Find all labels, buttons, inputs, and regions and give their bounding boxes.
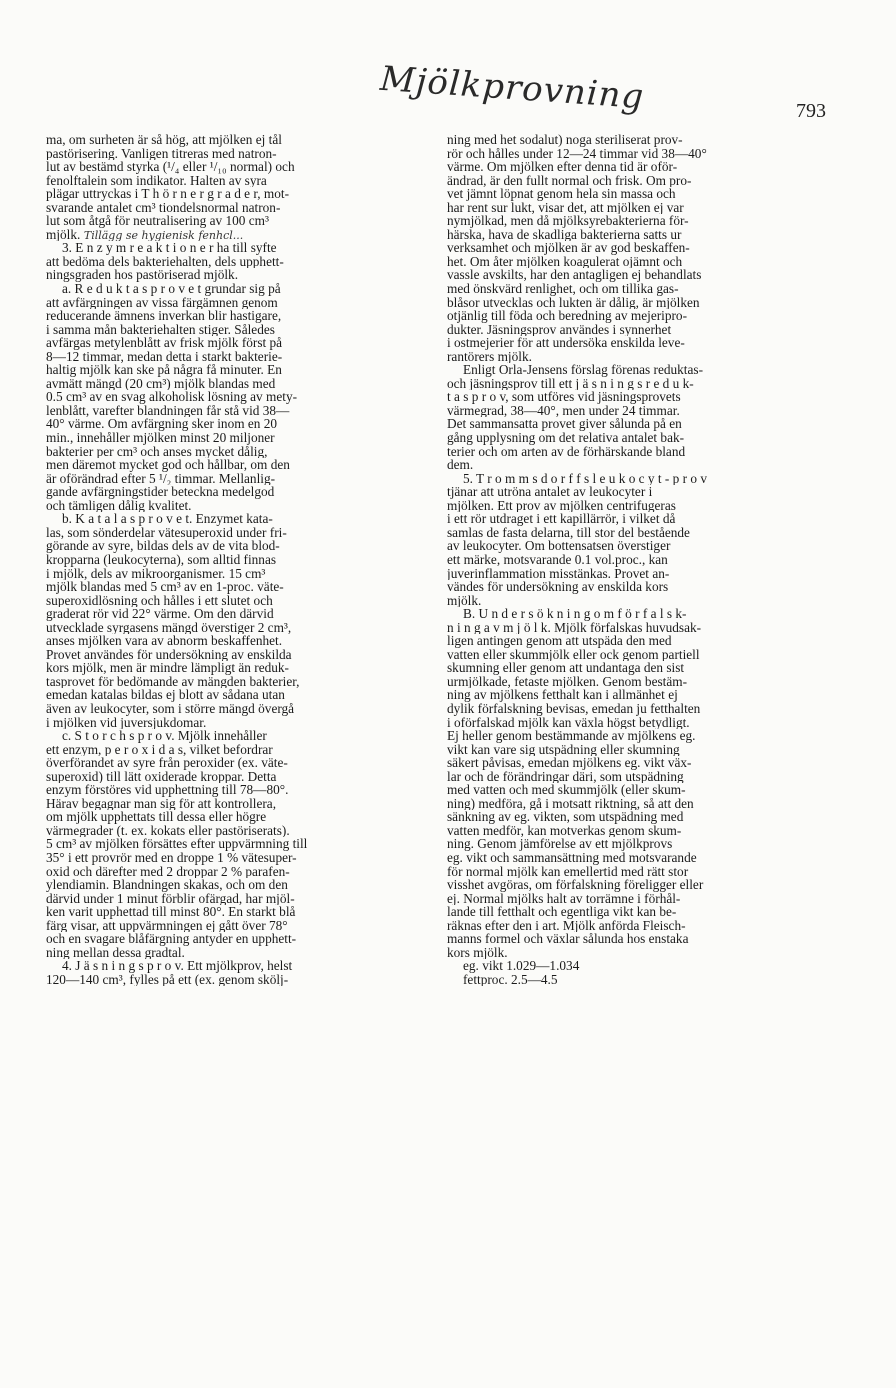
text-line-content: vassle avskilts, har den antagligen ej behandlats [447,268,702,283]
handwritten-annotation: Tillägg se hygienisk fenhcl... [80,228,244,242]
text-line [46,824,446,838]
text-line [447,756,847,770]
text-line-content: oxid och därefter med 2 droppar 2 % parafen- [46,864,290,879]
text-line [46,661,446,675]
text-line [46,241,446,255]
text-line-content: 4. J ä s n i n g s p r o v. Ett mjölkprov, helst [62,959,293,973]
text-line-content: emedan katalas bildas ej blott av sådana utan [46,688,285,702]
text-line-content: plägar uttryckas i T h ö r n e r g r a d e r, mot- [46,187,290,201]
text-line-content: dukter. Jäsningsprov användes i synnerhet [447,322,672,337]
text-line [447,336,847,350]
text-line-content: ning av mjölkens fetthalt kan i allmänhet ej [447,688,678,702]
text-line-content: svarande antalet cm³ tiondelsnormal natron- [46,200,281,215]
text-line [46,350,446,364]
text-line-content: att avfärgningen av vissa färgämnen genom [46,295,278,310]
text-line-content: eg. vikt 1.029—1.034 [463,959,580,973]
text-line [447,268,847,282]
text-line [447,228,847,242]
text-line-content: lande till fetthalt och egentliga vikt kan be- [447,905,677,919]
text-line-content: 5 cm³ av mjölken försättes efter uppvärmning till [46,837,308,851]
text-line-content: t a s p r o v, som utföres vid jäsningsprovets [447,390,681,404]
text-line-content: mjölken. Ett prov av mjölken centrifugeras [447,498,676,513]
text-line [447,824,847,838]
text-line-content: rantörers mjölk. [447,349,532,364]
text-line [46,607,446,621]
text-line-content: men däremot mycket god och hållbar, om den [46,458,290,472]
text-line [447,634,847,648]
text-line [46,553,446,567]
text-line-content: färg visar, att uppvärmningen ej gått över 78° [46,918,288,933]
text-line-content: bakterier per cm³ och anses mycket dålig, [46,444,268,459]
text-line-content: 40° värme. Om avfärgning sker inom en 20 [46,417,278,432]
text-line [447,404,847,418]
text-line [46,539,446,553]
text-line [46,688,446,702]
text-line-content: räknas efter den i art. Mjölk anförda Fleisch- [447,918,686,933]
text-line [46,837,446,851]
text-line [46,187,446,201]
text-line-content: kropparna (leukocyterna), som alltid finnas [46,552,277,567]
text-line [447,607,847,621]
text-line-content: c. S t o r c h s p r o v. Mjölk innehåller [62,729,267,743]
text-line [46,174,446,188]
text-line [447,797,847,811]
text-line [447,255,847,269]
text-line [46,770,446,784]
text-line-content: ändrad, är den fullt normal och frisk. Om pro- [447,173,692,188]
text-line-content: superoxidlösning och hålles i ett slutet och [46,593,273,608]
text-line-content: vatten eller skummjölk eller ock genom partiell [447,647,700,662]
text-line [447,973,847,987]
text-line-content: värmegrad, 38—40°, men under 24 timmar. [447,403,680,418]
text-line [447,567,847,581]
text-line [46,783,446,797]
text-line-content: säkert påvisas, emedan mjölkens eg. vikt väx- [447,756,692,770]
text-line [447,553,847,567]
text-line-content: utvecklade syrgasens mängd överstiger 2 cm³, [46,620,292,635]
text-line-content: ylendiamin. Blandningen skakas, och om den [46,878,288,892]
text-line-content: att bedöma dels bakteriehalten, dels upphett- [46,254,284,269]
text-line-content: mjölk. [46,227,81,242]
text-line-content: dylik förfalskning bevisas, emedan ju fetthalten [447,701,701,716]
text-line-content: i mjölk, dels av mikroorganismer. 15 cm³ [46,566,266,581]
text-line [447,539,847,553]
text-line [46,526,446,540]
text-line [447,675,847,689]
text-line [447,580,847,594]
text-line-content: ning) medföra, gå i motsatt riktning, så att den [447,796,694,811]
text-line-content: härska, hava de skadliga bakterierna satts ur [447,227,682,242]
text-line [46,946,446,960]
text-line-content: mjölk blandas med 5 cm³ av en 1-proc. väte- [46,580,284,594]
text-line [447,851,847,865]
text-line-content: superoxid) till lätt oxiderade kroppar. Detta [46,769,277,784]
text-line [447,865,847,879]
text-line [46,621,446,635]
text-line-content: ning. Genom jämförelse av ett mjölkprovs [447,837,673,851]
text-line-content: 120—140 cm³, fylles på ett (ex. genom skölj- [46,972,289,987]
text-line [46,228,446,242]
text-line [46,336,446,350]
text-line-content: samlas de fasta delarna, till stor del bestående [447,525,690,540]
text-line-content: haltig mjölk kan ske på några få minuter. En [46,363,282,377]
text-line-content: även av leukocyter, som i större mängd övergå [46,701,295,716]
text-line [46,512,446,526]
text-line [46,499,446,513]
text-line-content: vatten medför, kan motverkas genom skum- [447,823,682,838]
text-line-content: i mjölken vid juversjukdomar. [46,715,207,730]
text-line [447,512,847,526]
text-line [447,783,847,797]
text-line [46,716,446,730]
text-line-content: lar och de förändringar däri, som utspädning [447,769,684,784]
text-line-content: avfärgas metylenblått av frisk mjölk först på [46,336,283,350]
text-line [46,323,446,337]
text-line [447,770,847,784]
text-line [447,431,847,445]
text-line-content: Provet användes för undersökning av enskilda [46,647,292,662]
text-line [447,323,847,337]
text-line [447,377,847,391]
text-line [447,702,847,716]
text-line-content: fettproc. 2.5—4.5 [463,972,558,987]
text-line [447,187,847,201]
text-line-content: ett enzym, p e r o x i d a s, vilket befordrar [46,742,273,757]
text-line-content: i samma mån bakteriehalten stiger. Således [46,322,275,337]
text-line [46,634,446,648]
text-line [46,851,446,865]
text-line-content: i ett rör utdraget i ett kapillärrör, i vilket då [447,512,676,526]
text-line [447,959,847,973]
text-line-content: blåsor utvecklas och lukten är dålig, är mjölken [447,295,700,310]
text-line [46,729,446,743]
text-line-content: n i n g a v m j ö l k. Mjölk förfalskas huvudsak- [447,620,702,635]
text-line-content: min., innehåller mjölken minst 20 miljoner [46,431,275,445]
text-line-content: vet jämnt löpnat genom hela sin massa och [447,187,676,201]
text-line [447,526,847,540]
text-line-content: ningsgraden hos pastöriserad mjölk. [46,268,239,283]
text-line-content: manns formel och växlar sålunda hos enstaka [447,932,689,946]
text-line-content: sänkning av eg. vikten, som utspädning med [447,810,684,824]
text-line [46,973,446,987]
text-line [46,377,446,391]
text-line [46,567,446,581]
text-line [447,445,847,459]
text-line-content: lut som åtgå för neutralisering av 100 cm³ [46,214,269,228]
text-line [46,431,446,445]
text-line-content: 3. E n z y m r e a k t i o n e r ha till syfte [62,241,277,255]
text-line-content: värmegrader (t. ex. kokats eller pastöriserats). [46,823,290,838]
text-line [46,282,446,296]
text-line [46,160,446,174]
text-line-content: eg. vikt och sammansättning med motsvarande [447,850,697,865]
text-line [447,594,847,608]
text-line-content: ning mellan dessa gradtal. [46,945,185,960]
text-line [447,932,847,946]
text-line [46,675,446,689]
text-line-content: a. R e d u k t a s p r o v e t grundar sig på [62,282,281,296]
text-line-content: dem. [447,458,474,472]
text-line [447,892,847,906]
text-line [46,485,446,499]
text-line [447,810,847,824]
text-line [447,946,847,960]
text-line-content: las, som sönderdelar vätesuperoxid under fri- [46,525,287,540]
text-line-content: vikt kan vare sig utspädning eller skumning [447,742,680,757]
text-line [447,485,847,499]
text-line [46,905,446,919]
text-line [447,743,847,757]
text-line-content: ett märke, motsvarande 0.1 vol.proc., kan [447,552,668,567]
text-line [46,458,446,472]
text-line-content: med vatten och med skummjölk (eller skum- [447,783,686,797]
text-line-content: har rent sur lukt, visar det, att mjölken ej var [447,200,684,215]
text-line [447,621,847,635]
text-line-content: b. K a t a l a s p r o v e t. Enzymet kata- [62,512,273,526]
text-line [447,350,847,364]
text-line [46,268,446,282]
text-line [46,580,446,594]
text-line [46,797,446,811]
text-line [447,390,847,404]
text-line-content: Enligt Orla-Jensens förslag förenas reduktas- [463,363,704,377]
text-line [46,296,446,310]
text-line-content: ning med het sodalut) noga steriliserat prov- [447,133,683,147]
text-line-content: 8—12 timmar, medan detta i starkt bakterie- [46,349,283,364]
text-line-content: är oförändrad efter 5 ¹/₂ timmar. Mellanlig- [46,471,276,486]
text-line-content: av leukocyter. Om bottensatsen överstiger [447,539,671,553]
text-line-content: ken varit upphettad till minst 80°. En starkt blå [46,905,296,919]
text-line-content: avmätt mängd (20 cm³) mjölk blandas med [46,376,276,391]
text-line [46,214,446,228]
text-line [447,688,847,702]
text-line-content: otjänlig till föda och beredning av mejeripro- [447,309,688,323]
text-line-content: kors mjölk, men är mindre lämpligt än reduk- [46,661,289,675]
text-line [46,417,446,431]
text-line-content: skumning eller genom att undantaga den sist [447,661,685,675]
text-line-content: 5. T r o m m s d o r f f s l e u k o c y t - p r o v [463,471,707,486]
text-line-content: terier och om arten av de förhärskande bland [447,444,686,459]
text-line-content: ej. Normal mjölks halt av torrämne i förhål- [447,891,681,906]
text-line-content: anses mjölken vara av abnorm beskaffenhet. [46,634,283,648]
text-line-content: kors mjölk. [447,945,508,960]
text-line-content: graderat rör vid 22° värme. Om den därvid [46,607,274,621]
text-line-content: gande avfärgningstider beteckna medelgod [46,485,275,499]
text-line-content: vändes för undersökning av enskilda kors [447,580,669,594]
text-line [447,363,847,377]
text-line-content: rör och hålles under 12—24 timmar vid 38—40° [447,146,707,161]
text-line [447,919,847,933]
text-line [447,837,847,851]
text-line [46,892,446,906]
text-line [447,241,847,255]
text-line [447,729,847,743]
text-line-content: värme. Om mjölken efter denna tid är oför- [447,160,678,174]
text-line [46,133,446,147]
text-line [46,810,446,824]
text-line-content: Det sammansatta provet giver sålunda på en [447,417,682,432]
text-line [447,648,847,662]
text-line [447,472,847,486]
text-line-content: B. U n d e r s ö k n i n g o m f ö r f a l s k- [463,607,687,621]
text-line [447,716,847,730]
text-line [447,214,847,228]
text-line [46,702,446,716]
text-line-content: överförandet av syre från peroxider (ex. väte- [46,756,288,770]
text-line [447,499,847,513]
text-line [46,445,446,459]
text-line-content: i oförfalskad mjölk kan växla högst betydligt. [447,715,690,730]
text-line [447,133,847,147]
text-line [46,147,446,161]
text-line-content: och en svagare blåfärgning antyder en upphett- [46,932,297,946]
text-line-content: juverinflammation misstänkas. Provet an- [447,566,670,581]
text-line [46,404,446,418]
text-line-content: för normal mjölk kan emellertid med rätt stor [447,864,689,879]
text-line [447,905,847,919]
text-line-content: görande av syre, bildas dels av de vita blod- [46,539,280,553]
text-line-content: het. Om åter mjölken koagulerat ojämnt och [447,254,683,269]
text-line [447,282,847,296]
page-number: 793 [796,100,826,122]
text-line-content: tjänar att utröna antalet av leukocyter i [447,485,653,499]
text-line-content: om mjölk upphettats till dessa eller högre [46,810,267,824]
text-line [46,919,446,933]
text-line [46,390,446,404]
text-line [447,160,847,174]
text-line-content: nymjölkad, men då mjölksyrebakterierna för- [447,214,689,228]
handwritten-title: Mjölkprovning [378,58,646,118]
text-line-content: i ostmejerier för att undersöka enskilda leve- [447,336,685,350]
text-line [46,201,446,215]
text-line [46,878,446,892]
text-line-content: med önskvärd renlighet, och om tillika gas- [447,282,679,296]
text-line [46,756,446,770]
text-line-content: ma, om surheten är så hög, att mjölken ej tål [46,133,282,147]
text-line [447,174,847,188]
text-line [46,309,446,323]
text-line-content: lenblått, varefter blandningen får stå vid 38— [46,403,290,418]
text-line-content: pastörisering. Vanligen titreras med natron- [46,146,277,161]
text-line [46,363,446,377]
text-line [447,147,847,161]
text-line [447,661,847,675]
text-line-content: tasprovet för bedömande av mängden bakterier, [46,674,300,689]
text-line [447,201,847,215]
text-line-content: och tämligen dålig kvalitet. [46,498,192,513]
text-line [447,878,847,892]
text-line [46,648,446,662]
text-line-content: 35° i ett provrör med en droppe 1 % vätesuper- [46,850,297,865]
text-line [447,417,847,431]
text-line [46,865,446,879]
text-line [46,932,446,946]
text-line-content: lut av bestämd styrka (¹/₄ eller ¹/₁₀ normal) och [46,160,295,174]
text-line [46,594,446,608]
text-line [46,743,446,757]
text-line-content: ligen antingen genom att utspäda den med [447,634,672,648]
text-line-content: verksamhet och mjölken är av god beskaffen- [447,241,690,255]
text-line [46,255,446,269]
text-line-content: urmjölkade, fetaste mjölken. Genom bestäm- [447,674,688,689]
text-line-content: mjölk. [447,593,482,608]
text-line-content: 0.5 cm³ av en svag alkoholisk lösning av mety- [46,390,298,404]
text-line-content: Ej heller genom bestämmande av mjölkens eg. [447,729,696,743]
text-line [447,458,847,472]
text-line-content: visshet avgöras, om förfalskning föreligger eller [447,878,704,892]
text-line-content: enzym förstöres vid upphettning till 78—80°. [46,783,289,797]
text-line-content: gång upplysning om det relativa antalet bak- [447,431,685,445]
text-line-content: och jäsningsprov till ett j ä s n i n g s r e d u k- [447,376,694,391]
text-line-content: Härav begagnar man sig för att kontrollera, [46,796,277,811]
text-line-content: därvid under 1 minut förblir ofärgad, har mjöl- [46,891,295,906]
left-text-column [46,133,446,986]
text-line [447,296,847,310]
right-text-column [447,133,847,986]
text-line-content: reducerande ämnens inverkan blir hastigare, [46,309,282,323]
text-line [46,472,446,486]
text-line-content: fenolftalein som indikator. Halten av syra [46,173,267,188]
text-line [447,309,847,323]
text-line [46,959,446,973]
